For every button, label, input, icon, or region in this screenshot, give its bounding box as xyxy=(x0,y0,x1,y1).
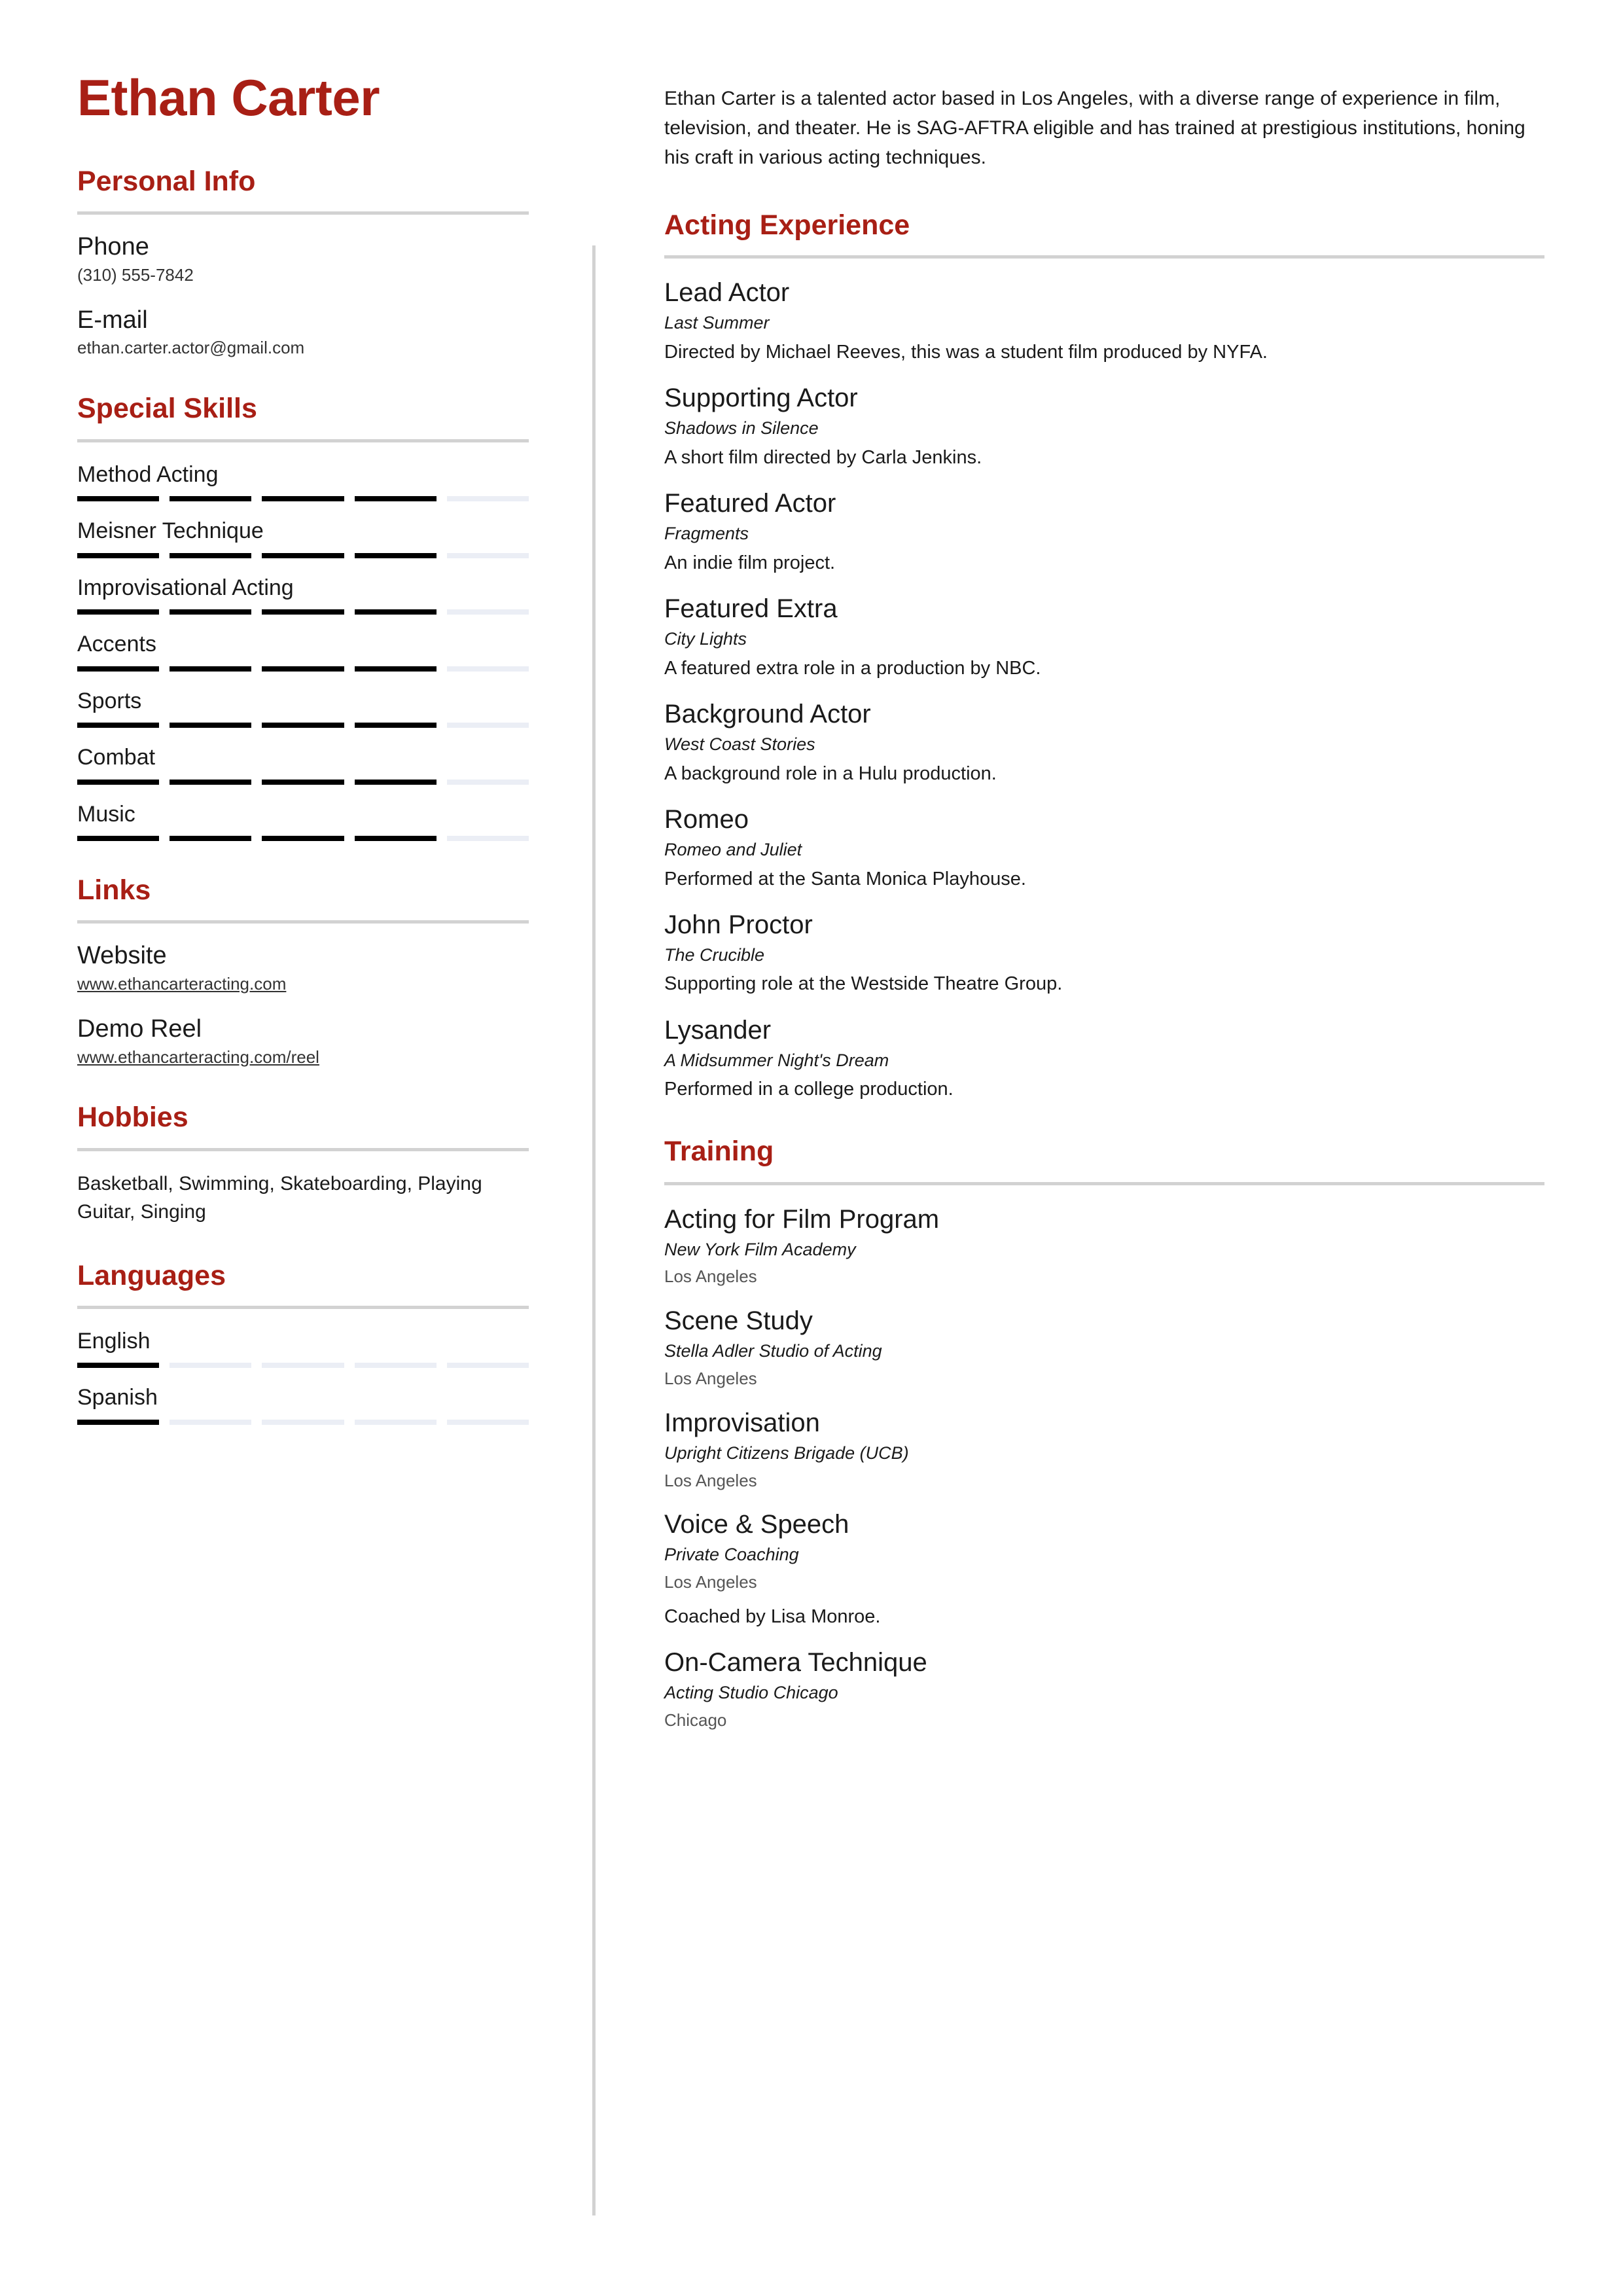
section-rule xyxy=(664,255,1544,259)
rating-segment-empty xyxy=(355,1363,437,1368)
languages-list xyxy=(77,1327,529,1425)
training-list xyxy=(664,1204,1544,1732)
rating-segment-empty xyxy=(262,1363,344,1368)
section-heading-personal-info: Personal Info xyxy=(77,166,256,197)
rating-segment-filled xyxy=(355,609,437,615)
rating-segment-filled xyxy=(355,723,437,728)
training-program: Voice & Speech xyxy=(664,1510,849,1539)
rating-segment-filled xyxy=(169,836,251,841)
rating-bar xyxy=(77,609,529,615)
rating-segment-filled xyxy=(169,553,251,558)
section-rule xyxy=(77,1306,529,1309)
rating-segment-empty xyxy=(447,836,529,841)
experience-entry xyxy=(664,698,1544,787)
training-program: Improvisation xyxy=(664,1408,820,1437)
contact-label: Phone xyxy=(77,233,149,261)
training-entry xyxy=(664,1305,1544,1390)
training-location: Los Angeles xyxy=(664,1266,757,1287)
experience-description: Directed by Michael Reeves, this was a student film produced by NYFA. xyxy=(664,342,1268,363)
experience-production: Last Summer xyxy=(664,313,770,333)
rating-segment-filled xyxy=(77,553,159,558)
rating-segment-filled xyxy=(262,553,344,558)
training-location: Los Angeles xyxy=(664,1369,757,1389)
training-location: Chicago xyxy=(664,1710,727,1730)
section-links xyxy=(77,875,529,1068)
experience-description: An indie film project. xyxy=(664,552,836,573)
rating-segment-empty xyxy=(447,666,529,672)
rating-segment-filled xyxy=(77,609,159,615)
experience-list xyxy=(664,277,1544,1102)
experience-entry xyxy=(664,593,1544,681)
language-label: English xyxy=(77,1328,151,1354)
rating-bar xyxy=(77,723,529,728)
demo-reel-link[interactable]: www.ethancarteracting.com/reel xyxy=(77,1047,319,1067)
experience-production: Shadows in Silence xyxy=(664,418,819,439)
section-rule xyxy=(77,439,529,442)
rating-segment-filled xyxy=(77,723,159,728)
rating-segment-empty xyxy=(169,1420,251,1425)
rating-bar xyxy=(77,666,529,672)
rating-segment-filled xyxy=(262,723,344,728)
link-item xyxy=(77,942,529,995)
training-entry xyxy=(664,1509,1544,1630)
language-label: Spanish xyxy=(77,1385,158,1410)
training-program: On-Camera Technique xyxy=(664,1648,927,1677)
experience-role: Featured Actor xyxy=(664,489,836,518)
link-label: Demo Reel xyxy=(77,1014,202,1043)
section-personal-info xyxy=(77,166,529,359)
experience-production: City Lights xyxy=(664,628,747,649)
rating-bar xyxy=(77,1363,529,1368)
rating-bar xyxy=(77,780,529,785)
experience-entry xyxy=(664,909,1544,997)
rating-segment-filled xyxy=(262,666,344,672)
rating-bar xyxy=(77,496,529,501)
rating-bar xyxy=(77,836,529,841)
training-entry xyxy=(664,1204,1544,1289)
rating-segment-empty xyxy=(447,1363,529,1368)
experience-entry xyxy=(664,277,1544,365)
rating-bar xyxy=(77,1420,529,1425)
experience-description: Performed in a college production. xyxy=(664,1079,954,1100)
section-heading-acting-experience: Acting Experience xyxy=(664,209,910,241)
experience-entry xyxy=(664,1014,1544,1103)
language-row xyxy=(77,1327,529,1369)
experience-description: A background role in a Hulu production. xyxy=(664,762,997,784)
experience-role: John Proctor xyxy=(664,910,813,939)
link-label: Website xyxy=(77,942,167,970)
section-heading-languages: Languages xyxy=(77,1259,226,1291)
rating-segment-filled xyxy=(355,666,437,672)
training-entry xyxy=(664,1407,1544,1492)
rating-segment-filled xyxy=(355,780,437,785)
training-institution: Stella Adler Studio of Acting xyxy=(664,1341,882,1361)
experience-description: Supporting role at the Westside Theatre Group. xyxy=(664,973,1063,995)
section-training xyxy=(664,1136,1544,1731)
rating-bar xyxy=(77,553,529,558)
sidebar-column xyxy=(77,69,529,1459)
contact-list xyxy=(77,233,529,359)
rating-segment-filled xyxy=(262,609,344,615)
page-title: Ethan Carter xyxy=(77,69,380,126)
section-heading-special-skills: Special Skills xyxy=(77,393,257,425)
section-rule xyxy=(664,1182,1544,1185)
experience-role: Lead Actor xyxy=(664,278,790,308)
section-heading-training: Training xyxy=(664,1136,774,1168)
rating-segment-filled xyxy=(262,496,344,501)
training-entry xyxy=(664,1647,1544,1732)
language-row xyxy=(77,1384,529,1425)
hobbies-text: Basketball, Swimming, Skateboarding, Playing Guitar, Singing xyxy=(77,1172,482,1223)
training-institution: Upright Citizens Brigade (UCB) xyxy=(664,1443,909,1463)
training-program: Scene Study xyxy=(664,1306,813,1336)
skill-row xyxy=(77,461,529,502)
experience-role: Featured Extra xyxy=(664,594,838,623)
experience-production: A Midsummer Night's Dream xyxy=(664,1050,889,1070)
skill-label: Improvisational Acting xyxy=(77,575,294,600)
training-program: Acting for Film Program xyxy=(664,1204,940,1234)
section-heading-hobbies: Hobbies xyxy=(77,1102,188,1134)
rating-segment-filled xyxy=(77,836,159,841)
phone-value[interactable]: (310) 555-7842 xyxy=(77,264,194,285)
skill-row xyxy=(77,574,529,615)
email-value[interactable]: ethan.carter.actor@gmail.com xyxy=(77,338,305,358)
training-note: Coached by Lisa Monroe. xyxy=(664,1605,881,1627)
experience-production: West Coast Stories xyxy=(664,734,815,754)
link-item xyxy=(77,1015,529,1068)
column-divider xyxy=(592,245,596,2215)
experience-role: Lysander xyxy=(664,1015,772,1045)
experience-entry xyxy=(664,488,1544,576)
skill-label: Method Acting xyxy=(77,461,219,487)
rating-segment-filled xyxy=(77,780,159,785)
experience-entry xyxy=(664,382,1544,471)
training-location: Los Angeles xyxy=(664,1470,757,1490)
training-institution: Acting Studio Chicago xyxy=(664,1683,838,1703)
rating-segment-filled xyxy=(169,496,251,501)
skill-label: Accents xyxy=(77,632,156,657)
experience-production: Fragments xyxy=(664,524,749,544)
profile-summary: Ethan Carter is a talented actor based in Los Angeles, with a diverse range of experience in film, television, and theater. He is SAG-AFTRA eligible and has trained at prestigious institutions, honing his craft in various acting techniques. xyxy=(664,88,1525,168)
skill-label: Music xyxy=(77,801,135,827)
training-institution: Private Coaching xyxy=(664,1545,799,1565)
experience-description: Performed at the Santa Monica Playhouse. xyxy=(664,868,1026,889)
rating-segment-empty xyxy=(169,1363,251,1368)
contact-label: E-mail xyxy=(77,306,148,334)
experience-entry xyxy=(664,804,1544,892)
rating-segment-filled xyxy=(169,666,251,672)
rating-segment-filled xyxy=(169,723,251,728)
rating-segment-filled xyxy=(77,666,159,672)
skill-label: Combat xyxy=(77,745,156,770)
main-column xyxy=(664,84,1544,1766)
skill-row xyxy=(77,687,529,728)
experience-production: Romeo and Juliet xyxy=(664,839,802,859)
skills-list xyxy=(77,461,529,842)
rating-segment-filled xyxy=(169,780,251,785)
rating-segment-filled xyxy=(262,836,344,841)
skill-label: Sports xyxy=(77,688,142,713)
rating-segment-empty xyxy=(447,553,529,558)
website-link[interactable]: www.ethancarteracting.com xyxy=(77,974,287,994)
skill-row xyxy=(77,744,529,785)
rating-segment-empty xyxy=(447,780,529,785)
rating-segment-empty xyxy=(447,496,529,501)
rating-segment-empty xyxy=(262,1420,344,1425)
rating-segment-filled xyxy=(77,1363,159,1368)
section-rule xyxy=(77,1148,529,1151)
section-rule xyxy=(77,211,529,215)
experience-production: The Crucible xyxy=(664,944,765,965)
rating-segment-filled xyxy=(77,496,159,501)
rating-segment-empty xyxy=(447,1420,529,1425)
section-special-skills xyxy=(77,393,529,841)
experience-role: Supporting Actor xyxy=(664,384,858,413)
section-languages xyxy=(77,1261,529,1425)
skill-row xyxy=(77,517,529,558)
rating-segment-filled xyxy=(262,780,344,785)
rating-segment-filled xyxy=(77,1420,159,1425)
experience-role: Background Actor xyxy=(664,699,871,728)
contact-item xyxy=(77,233,529,286)
section-hobbies xyxy=(77,1102,529,1226)
experience-role: Romeo xyxy=(664,804,749,834)
experience-description: A short film directed by Carla Jenkins. xyxy=(664,446,982,468)
section-heading-links: Links xyxy=(77,874,151,906)
contact-item xyxy=(77,306,529,359)
rating-segment-filled xyxy=(355,836,437,841)
rating-segment-filled xyxy=(355,553,437,558)
rating-segment-filled xyxy=(169,609,251,615)
section-rule xyxy=(77,920,529,924)
skill-row xyxy=(77,800,529,842)
rating-segment-empty xyxy=(355,1420,437,1425)
rating-segment-filled xyxy=(355,496,437,501)
rating-segment-empty xyxy=(447,609,529,615)
skill-row xyxy=(77,630,529,672)
section-acting-experience xyxy=(664,210,1544,1102)
training-location: Los Angeles xyxy=(664,1572,757,1592)
rating-segment-empty xyxy=(447,723,529,728)
skill-label: Meisner Technique xyxy=(77,518,264,544)
training-institution: New York Film Academy xyxy=(664,1239,856,1259)
experience-description: A featured extra role in a production by NBC. xyxy=(664,657,1041,679)
